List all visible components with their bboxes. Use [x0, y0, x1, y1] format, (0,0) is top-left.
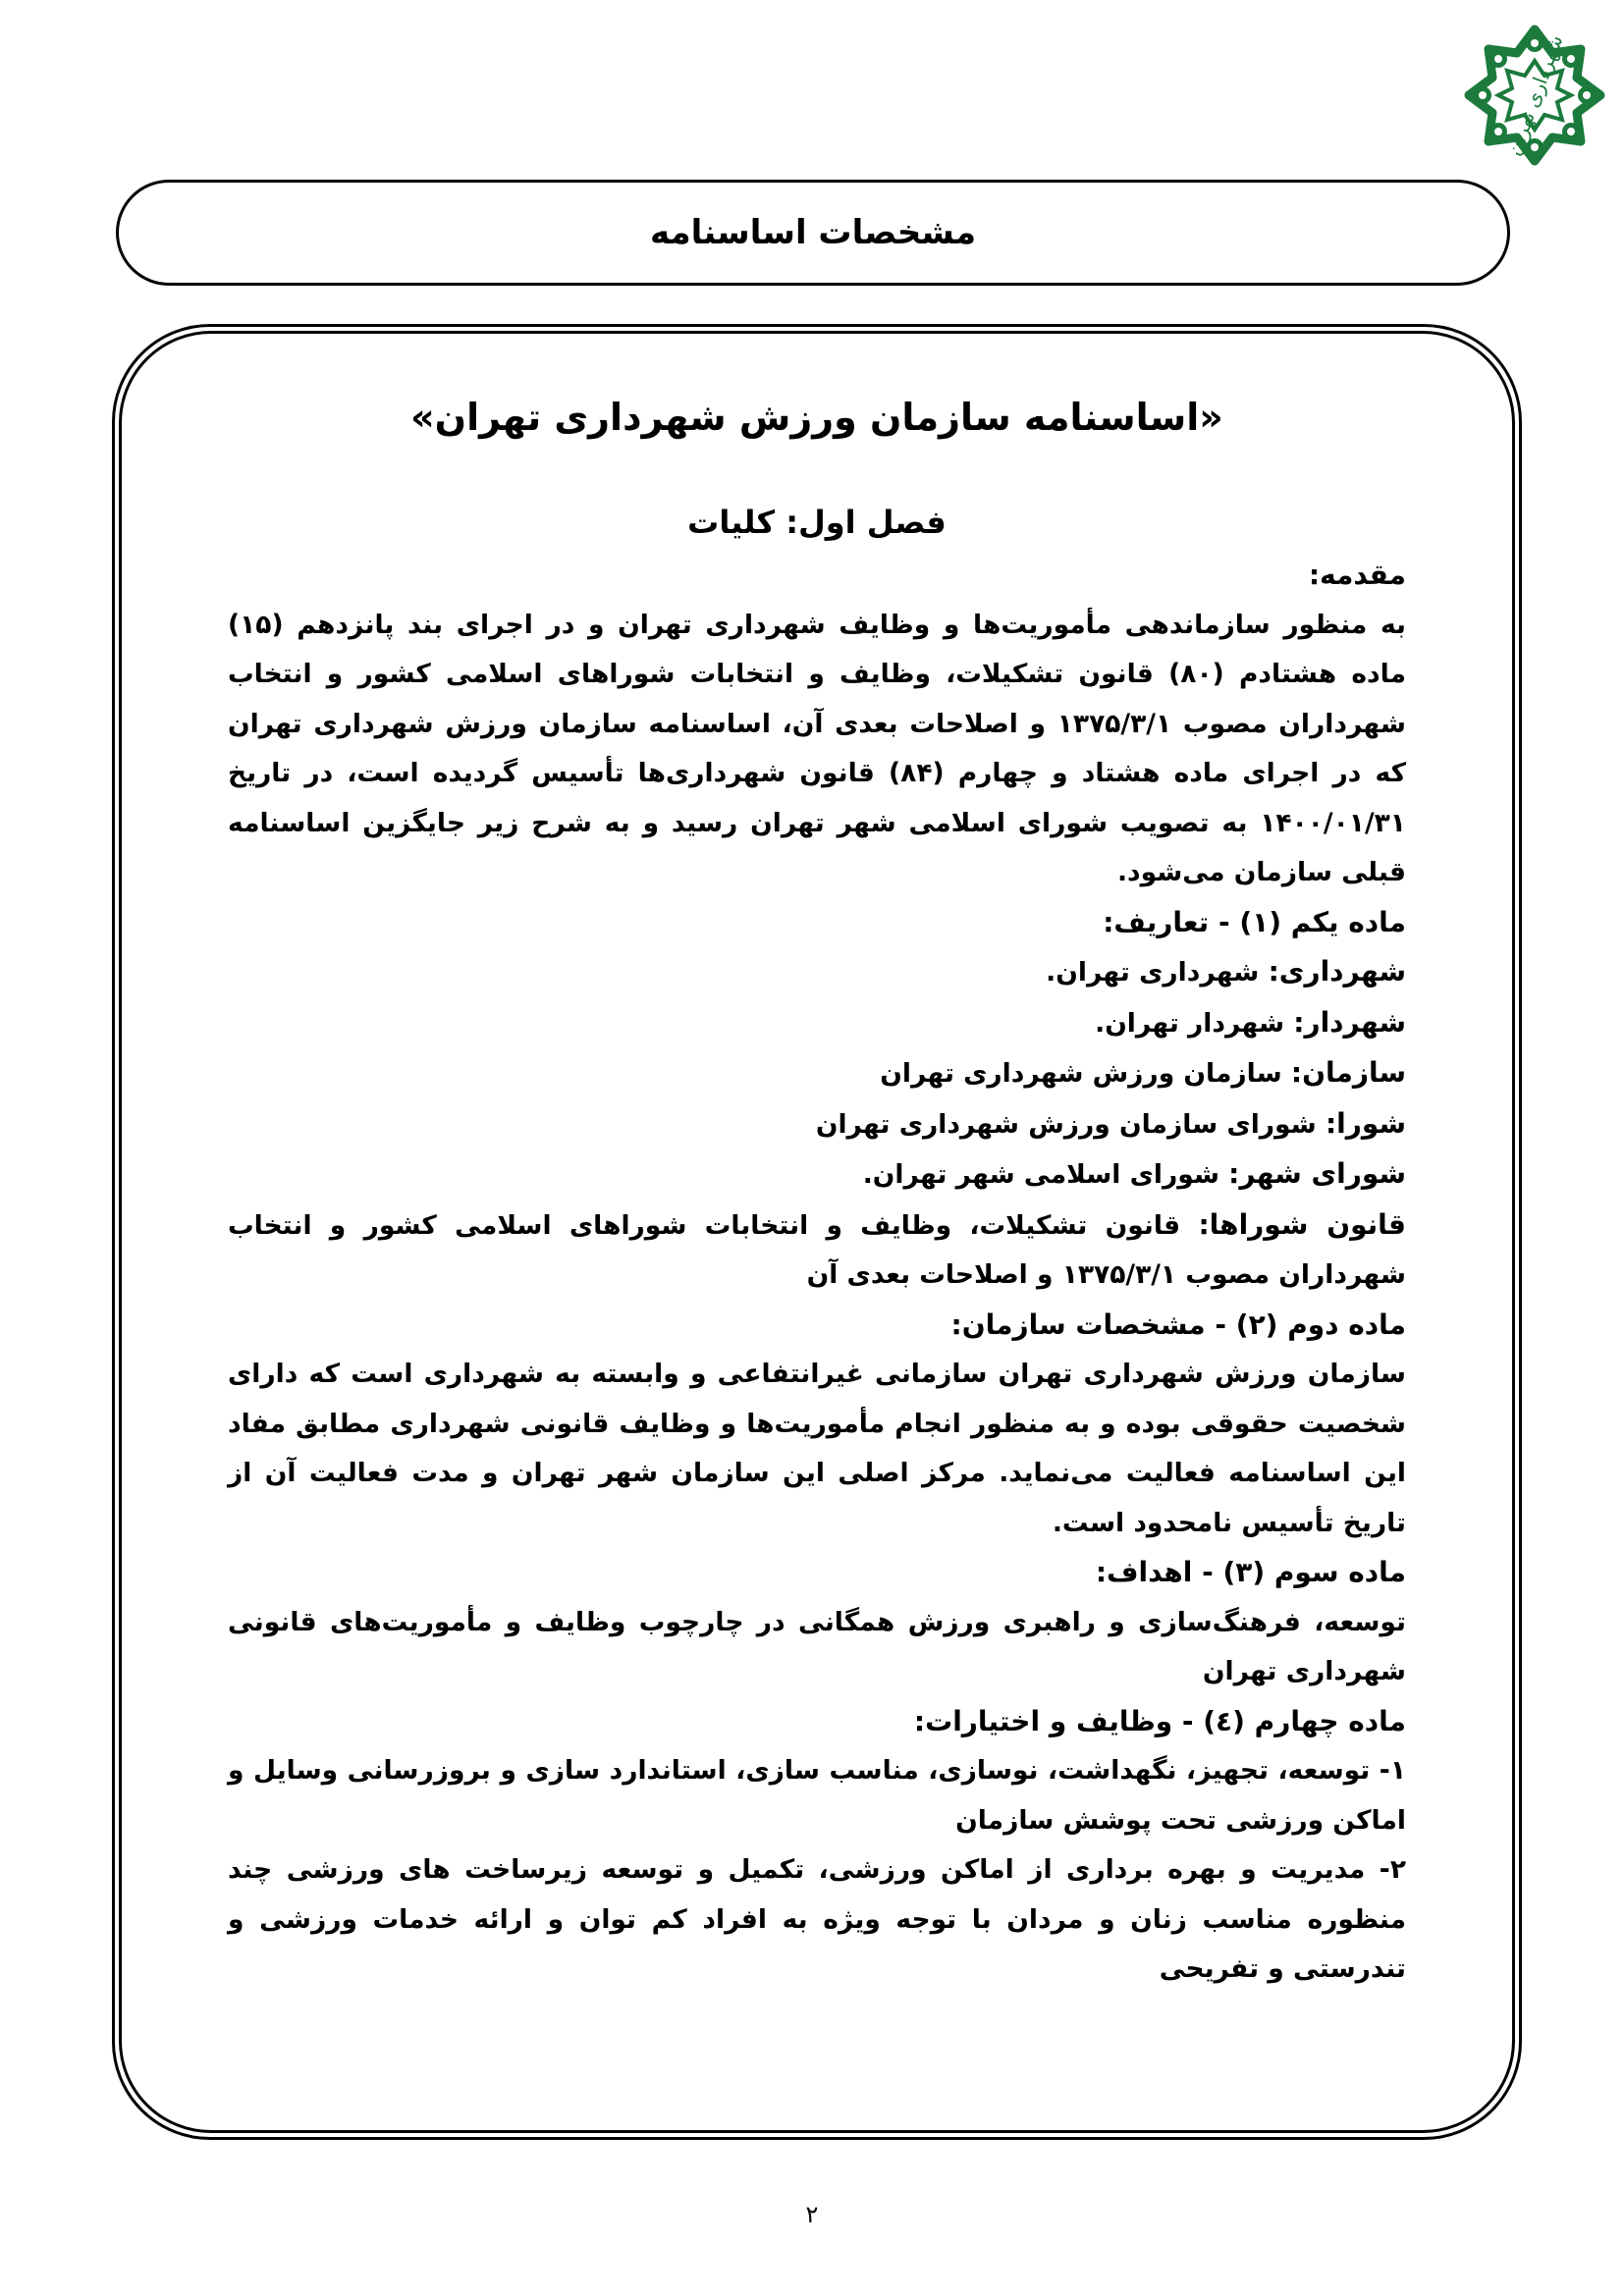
definition-term: شورا: — [1325, 1106, 1406, 1140]
definition-item — [228, 1149, 1406, 1201]
definition-term: شهرداری: — [1268, 955, 1406, 988]
definition-value: شورای اسلامی شهر تهران. — [862, 1159, 1219, 1190]
definition-item — [228, 998, 1406, 1049]
tehran-municipality-logo — [1461, 22, 1608, 169]
article-3-heading: ماده سوم (۳) - اهداف: — [1095, 1556, 1406, 1588]
definition-term: شورای شهر: — [1228, 1157, 1406, 1190]
intro-heading: مقدمه: — [1308, 559, 1406, 591]
definition-term: سازمان: — [1290, 1056, 1406, 1089]
definition-value: سازمان ورزش شهرداری تهران — [880, 1058, 1282, 1089]
article-1-heading: ماده یکم (۱) - تعاریف: — [1103, 905, 1406, 938]
article-4-heading: ماده چهارم (٤) - وظایف و اختیارات: — [913, 1704, 1406, 1737]
definition-value: شورای سازمان ورزش شهرداری تهران — [815, 1108, 1317, 1140]
article-4-item: ۲- مدیریت و بهره برداری از اماکن ورزشی، تکمیل و توسعه زیرساخت های ورزشی چند منظوره مناسب زنان و مردان با توجه ویژه به افراد کم توان و ارائه خدمات ورزشی و تندرستی و تفریحی — [228, 1854, 1406, 1984]
chapter-title: فصل اول: کلیات — [687, 504, 947, 541]
definition-value: شهردار تهران. — [1095, 1007, 1285, 1039]
definition-value: قانون تشکیلات، وظایف و انتخابات شوراهای اسلامی کشور و انتخاب شهرداران مصوب ۱۳۷۵/۳/۱ و اصلاحات بعدی آن — [228, 1209, 1406, 1290]
definition-value: شهرداری تهران. — [1046, 957, 1260, 988]
article-4-item: ۱- توسعه، تجهیز، نگهداشت، نوسازی، مناسب سازی، استاندارد سازی و بروزرسانی وسایل و اماکن ورزشی تحت پوشش سازمان — [228, 1755, 1406, 1836]
article-2-heading: ماده دوم (۲) - مشخصات سازمان: — [950, 1308, 1406, 1341]
article-3-paragraph: توسعه، فرهنگ‌سازی و راهبری ورزش همگانی در چارچوب وظایف و مأموریت‌های قانونی شهرداری تهران — [228, 1606, 1406, 1686]
article-2-paragraph: سازمان ورزش شهرداری تهران سازمانی غیرانتفاعی و وابسته به شهرداری است که دارای شخصیت حقوقی بوده و به منظور انجام مأموریت‌ها و وظایف قانونی شهرداری مطابق مفاد این اساسنامه فعالیت می‌نماید. مرکز اصلی این سازمان شهر تهران و مدت فعالیت آن از تاریخ تأسیس نامحدود است. — [228, 1359, 1406, 1538]
document-body — [228, 388, 1406, 1995]
definition-term: قانون شوراها: — [1198, 1207, 1407, 1241]
definition-item — [228, 1048, 1406, 1099]
definition-item — [228, 947, 1406, 998]
definition-item — [228, 1099, 1406, 1150]
intro-paragraph: به منظور سازماندهی مأموریت‌ها و وظایف شهرداری تهران و در اجرای بند پانزدهم (۱۵) ماده هشتادم (۸۰) قانون تشکیلات، وظایف و انتخابات شوراهای اسلامی کشور و انتخاب شهرداران مصوب ۱۳۷۵/۳/۱ و اصلاحات بعدی آن، اساسنامه سازمان ورزش شهرداری تهران که در اجرای ماده هشتاد و چهارم (۸۴) قانون شهرداری‌ها تأسیس گردیده است، در تاریخ ۱۴۰۰/۰۱/۳۱ به تصویب شورای اسلامی شهر تهران رسید و به شرح زیر جایگزین اساسنامه قبلی سازمان می‌شود. — [228, 609, 1406, 887]
document-title: «اساسنامه سازمان ورزش شهرداری تهران» — [410, 396, 1223, 439]
definition-term: شهردار: — [1293, 1005, 1406, 1039]
header-title: مشخصات اساسنامه — [649, 213, 977, 252]
header-box — [116, 180, 1510, 286]
page-number: ۲ — [805, 2201, 819, 2228]
definition-item — [228, 1201, 1406, 1301]
logo-calligraphy: شهرداری تهران — [1501, 31, 1568, 159]
